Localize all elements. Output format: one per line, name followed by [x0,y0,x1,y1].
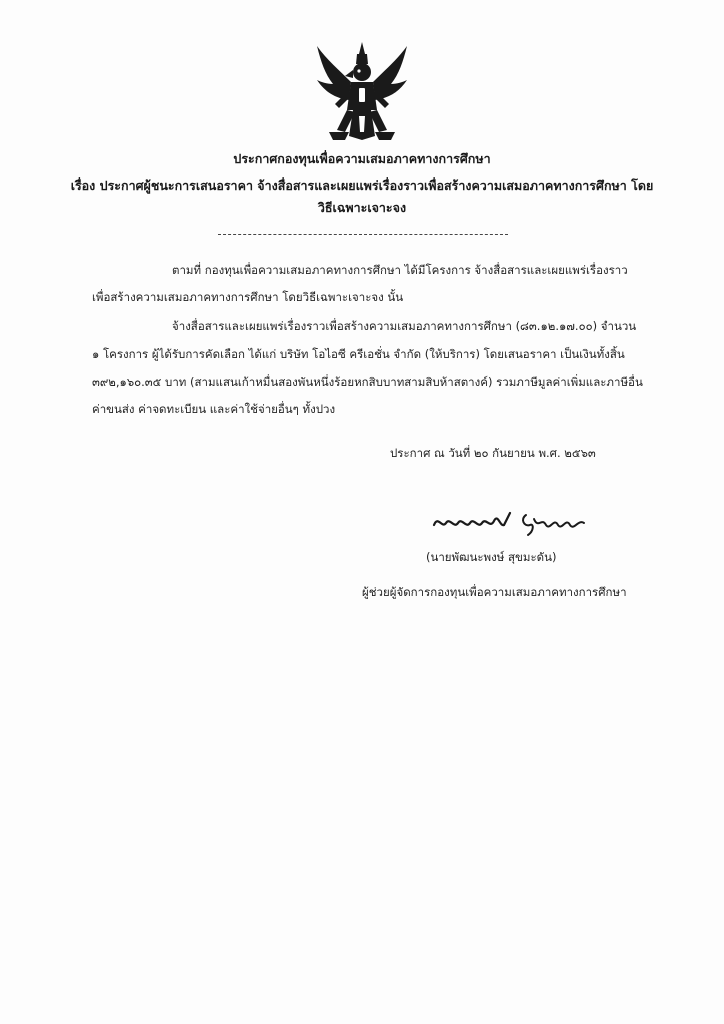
signatory-position: ผู้ช่วยผู้จัดการกองทุนเพื่อความเสมอภาคทางการศึกษา [362,585,627,599]
announcement-subject-line-2: วิธีเฉพาะเจาะจง [317,200,407,215]
announcement-date: ประกาศ ณ วันที่ ๒๐ กันยายน พ.ศ. ๒๕๖๓ [390,446,596,460]
signatory-name: (นายพัฒนะพงษ์ สุขมะดัน) [426,550,557,564]
body-line-4: ๑ โครงการ ผู้ได้รับการคัดเลือก ได้แก่ บริษัท โอไอซี ครีเอชั่น จำกัด (ให้บริการ) โดยเสนอราคา เป็นเงินทั้งสิ้น [92,347,625,361]
body-line-2: เพื่อสร้างความเสมอภาคทางการศึกษา โดยวิธีเฉพาะเจาะจง นั้น [92,290,404,304]
body-line-5: ๓๙๒,๑๖๐.๓๕ บาท (สามแสนเก้าหมื่นสองพันหนึ่งร้อยหกสิบบาทสามสิบห้าสตางค์) รวมภาษีมูลค่าเพิ่มและภาษีอื่น [92,375,643,389]
body-line-3: จ้างสื่อสารและเผยแพร่เรื่องราวเพื่อสร้างความเสมอภาคทางการศึกษา (๘๓.๑๒.๑๗.๐๐) จำนวน [172,319,637,333]
announcement-subject-line-1: เรื่อง ประกาศผู้ชนะการเสนอราคา จ้างสื่อสารและเผยแพร่เรื่องราวเพื่อสร้างความเสมอภาคทางการศึกษา โดย [70,178,654,193]
handwritten-signature [430,505,590,541]
dashed-divider [218,234,508,235]
body-line-1: ตามที่ กองทุนเพื่อความเสมอภาคทางการศึกษา ได้มีโครงการ จ้างสื่อสารและเผยแพร่เรื่องราว [172,263,628,277]
body-line-6: ค่าขนส่ง ค่าจดทะเบียน และค่าใช้จ่ายอื่นๆ ทั้งปวง [92,402,336,416]
announcement-title: ประกาศกองทุนเพื่อความเสมอภาคทางการศึกษา [233,151,491,166]
garuda-emblem-icon [315,40,409,142]
